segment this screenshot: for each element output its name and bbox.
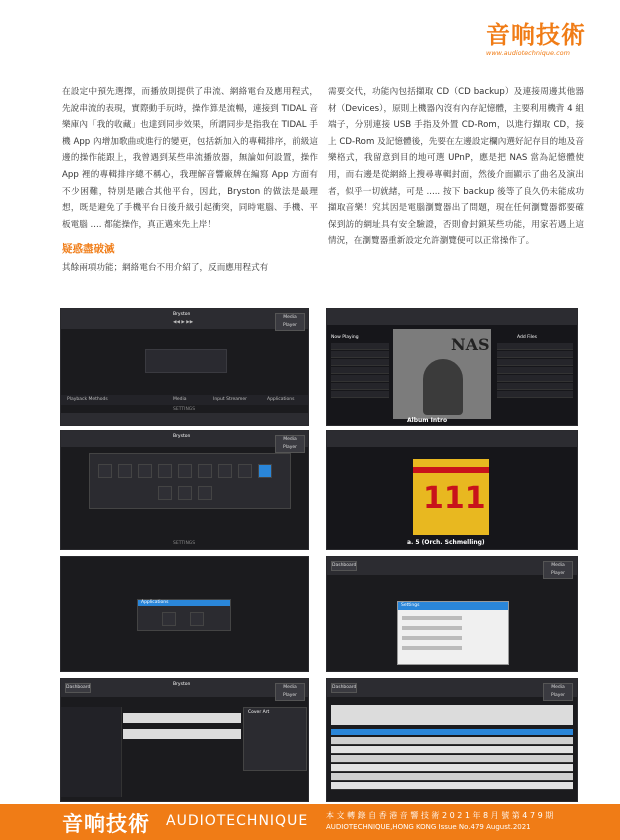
bottom-icon-bar [61,413,308,425]
footer-source-line: 本 文 轉 錄 自 香 港 音 響 技 術 2 0 2 1 年 8 月 號 第 4 7 9 期 [326,811,554,820]
screenshot-applications [60,556,309,672]
list-item[interactable] [331,391,389,398]
track-table [331,737,573,797]
album-art-text: 111 [423,481,486,516]
magazine-logo [486,22,596,57]
input-tile-selected[interactable] [258,464,272,478]
table-row[interactable] [331,737,573,745]
menu-input-streamer[interactable]: Input Streamer [213,397,247,402]
dashboard-button[interactable]: Dashboard [65,683,91,693]
table-row[interactable] [331,782,573,790]
list-item[interactable] [497,351,573,358]
screenshot-album-view [326,430,578,550]
artist-input[interactable] [123,729,241,739]
album-cover [393,329,491,419]
applications-dialog [137,599,231,631]
article-column-right [328,84,584,250]
dialog-title: Applications [141,600,169,605]
portrait-shape [423,359,463,415]
footer-brand: AUDIOTECHNIQUE [166,813,309,829]
article-paragraph: 在設定中預先選擇，而播放則提供了串流、網絡電台及應用程式，先說串流的表現，實際動手玩時，操作算是流暢，連接到 TIDAL 音樂庫內「我的收藏」也達到同步效果，所謂同步是指我在 TIDAL 手機 App 內增加歌曲或進行的變更，包括新加入的專輯排序，前級這邊的操作能跟上，我曾遇到某些串流播放器，無論如何設置，操作 App 裡的專輯排序總不稱心，我理解音響廠牌在編寫 App 方面有不少困難，特別是融合其他平台，因此，Bryston 的做法是最理想，既是避免了手機平台日後升級引起衝突，同時電腦、手機、平板電腦 .... 都能操作，真正邁來先上岸！ [62,87,318,230]
settings-label: SETTINGS [173,407,196,412]
list-item[interactable] [497,359,573,366]
menu-applications[interactable]: Applications [267,397,295,402]
media-player-button[interactable]: Media Player [275,435,305,453]
input-tile[interactable] [178,464,192,478]
media-player-button[interactable]: Media Player [275,313,305,331]
input-tile[interactable] [118,464,132,478]
list-item[interactable] [497,367,573,374]
dashboard-button[interactable]: Dashboard [331,561,357,571]
input-dialog [89,453,291,509]
list-item[interactable] [497,383,573,390]
input-tile[interactable] [138,464,152,478]
list-item[interactable] [497,343,573,350]
table-row[interactable] [331,773,573,781]
menu-playback-methods[interactable]: Playback Methods [67,397,108,402]
menu-media[interactable]: Media [173,397,187,402]
device-brand: Bryston [173,312,191,317]
track-input[interactable] [123,713,241,723]
section-heading: 疑惑盡破滅 [62,243,115,256]
logo-url: www.audiotechnique.com [486,49,570,57]
logo-text: 音响技術 [486,21,586,49]
list-item[interactable] [331,367,389,374]
add-files-label: Add Files [517,335,538,340]
dialog-title: Settings [401,603,420,608]
list-item[interactable] [331,375,389,382]
cover-art-title: Cover Art [248,710,270,715]
transport-controls: ◀◀ ▶ ▶▶ [173,320,194,325]
option-row[interactable] [402,616,462,620]
player-top-bar [327,309,577,325]
list-item[interactable] [331,343,389,350]
list-item[interactable] [497,391,573,398]
option-row[interactable] [402,636,462,640]
footer-issue-line: AUDIOTECHNIQUE,HONG KONG Issue No.479 August.2021 [326,823,531,831]
list-item[interactable] [331,351,389,358]
input-tile[interactable] [158,464,172,478]
player-top-bar [327,679,577,697]
player-top-bar [327,557,577,575]
cover-stripe [413,467,489,473]
list-item[interactable] [331,359,389,366]
screenshot-input-selection [60,430,309,550]
device-brand: Bryston [173,434,191,439]
player-top-bar [327,431,577,447]
option-row[interactable] [402,626,462,630]
input-tile[interactable] [198,464,212,478]
footer-logo: 音响技術 [62,812,150,836]
table-row[interactable] [331,746,573,754]
article-paragraph: 需要交代，功能內包括擷取 CD（CD backup）及連接周邊其他器材（Devices），原則上機器內沒有內存記憶體，主要利用機背 4 組端子，分別連接 USB 手指及外置 CD-Rom，以進行擷取 CD，接上 CD-Rom 及記憶體後，先要在左邊設定欄內選好記存目的地及音樂格式，我留意到目的地可選 UPnP，應是把 NAS 當為記憶體使用，而右邊是從網絡上搜尋專輯封面，然後介面顯示了曲名及演出者，似乎一切就緒，可是 ..... 按下 backup 後等了良久仍未能成功擷取音樂！究其因是電腦瀏覽器出了問題，現在任何瀏覽器都要確保到訪的網址具有安全驗證，否則會封鎖某些功能，用家若遇上這情況，在瀏覽器重新設定允許瀏覽便可以正常操作了。 [328,87,584,247]
settings-sidebar [61,707,122,797]
screenshot-track-list [326,678,578,802]
list-item[interactable] [331,383,389,390]
table-row[interactable] [331,755,573,763]
input-tile[interactable] [158,486,172,500]
playlist [331,343,389,423]
table-header [331,729,573,735]
option-row[interactable] [402,646,462,650]
screenshot-now-playing [326,308,578,426]
file-list [497,343,573,421]
album-caption: Album Intro [407,417,448,424]
page-footer [0,804,620,840]
now-playing-label: Now Playing [331,335,359,340]
screenshot-playback-settings [60,308,309,426]
list-item[interactable] [497,375,573,382]
screenshot-settings-dialog [326,556,578,672]
input-tile[interactable] [98,464,112,478]
input-tile[interactable] [238,464,252,478]
cover-art-panel [243,707,307,771]
screenshot-cd-backup [60,678,309,802]
table-row[interactable] [331,764,573,772]
media-player-button[interactable]: Media Player [543,561,573,579]
album-cover [413,459,489,535]
metadata-fields[interactable] [331,705,573,725]
settings-dialog [397,601,509,665]
input-tile[interactable] [218,464,232,478]
input-tile[interactable] [198,486,212,500]
app-icon[interactable] [162,612,176,626]
album-caption: a. 5 (Orch. Schmelling) [407,539,485,546]
media-player-button[interactable]: Media Player [275,683,305,701]
article-paragraph: 其餘兩項功能；網絡電台不用介紹了，反而應用程式有 [62,262,269,273]
article-column-left [62,84,318,277]
input-tile[interactable] [178,486,192,500]
album-art-text: NAS [451,335,490,354]
device-brand: Bryston [173,682,191,687]
empty-display-panel [145,349,227,373]
media-player-button[interactable]: Media Player [543,683,573,701]
dashboard-button[interactable]: Dashboard [331,683,357,693]
settings-label: SETTINGS [173,541,196,546]
app-icon[interactable] [190,612,204,626]
